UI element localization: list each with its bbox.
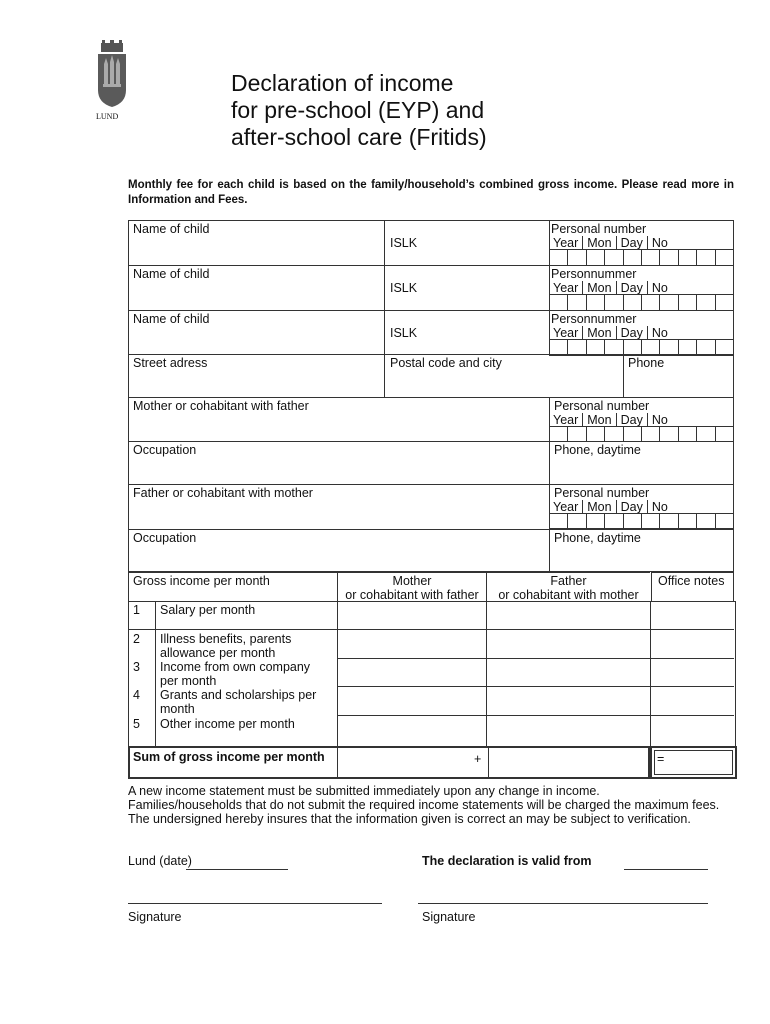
income-row-3-num: 3 [133, 660, 140, 674]
income-row-3-label: Income from own company [160, 660, 311, 674]
note-line-3: The undersigned hereby insures that the information given is correct an may be subject to verification. [128, 812, 691, 826]
father-phone-label: Phone, daytime [554, 531, 641, 545]
phone-label: Phone [628, 356, 665, 370]
income-row-4-label: Grants and scholarships per [160, 688, 317, 702]
note-line-1: A new income statement must be submitted immediately upon any change in income. [128, 784, 600, 798]
date-line[interactable] [186, 869, 288, 870]
child-3-islk-label: ISLK [390, 326, 418, 340]
sum-plus: + [474, 752, 482, 766]
child-2-pn-label: Personnummer [551, 267, 637, 281]
father-pn-boxes[interactable] [549, 513, 734, 529]
child-1-pn-boxes[interactable] [549, 249, 734, 266]
mother-phone-label: Phone, daytime [554, 443, 641, 457]
sum-equals: = [657, 752, 665, 766]
income-row-4-num: 4 [133, 688, 140, 702]
valid-from-label: The declaration is valid from [422, 854, 592, 868]
child-1-name-label: Name of child [133, 222, 210, 236]
child-2-islk-label: ISLK [390, 281, 418, 295]
child-2-pn-boxes[interactable] [549, 294, 734, 311]
income-row-1-label: Salary per month [160, 603, 256, 617]
street-address-label: Street adress [133, 356, 208, 370]
title-line-3: after-school care (Fritids) [231, 124, 487, 150]
col-office-notes: Office notes [658, 574, 725, 588]
col-mother-line-1: Mother [392, 574, 432, 588]
mother-pn-label: Personal number [554, 399, 650, 413]
income-row-2-label: Illness benefits, parents [160, 632, 292, 646]
income-row-1-num: 1 [133, 603, 140, 617]
income-row-5-num: 5 [133, 717, 140, 731]
income-row-4-label-cont: month [160, 702, 195, 716]
child-2-pn-columns: Year Mon Day No [549, 281, 672, 295]
col-father-line-2: or cohabitant with mother [498, 588, 639, 602]
income-row-2-label-cont: allowance per month [160, 646, 276, 660]
mother-occupation-label: Occupation [133, 443, 197, 457]
income-row-2-num: 2 [133, 632, 140, 646]
title-line-1: Declaration of income [231, 70, 454, 96]
page-title [231, 70, 487, 151]
note-line-2: Families/households that do not submit the required income statements will be charged the maximum fees. [128, 798, 720, 812]
child-2-name-label: Name of child [133, 267, 210, 281]
notes [128, 784, 728, 826]
signature-right-label: Signature [422, 910, 476, 924]
child-1-pn-label: Personal number [551, 222, 647, 236]
lund-date-label: Lund (date) [128, 854, 192, 868]
father-pn-label: Personal number [554, 486, 650, 500]
office-notes-column [650, 601, 736, 747]
valid-from-line[interactable] [624, 869, 708, 870]
signature-line-right[interactable] [418, 903, 708, 904]
child-3-pn-columns: Year Mon Day No [549, 326, 672, 340]
sum-label: Sum of gross income per month [133, 750, 325, 764]
child-1-islk-label: ISLK [390, 236, 418, 250]
signature-left-label: Signature [128, 910, 182, 924]
father-occupation-label: Occupation [133, 531, 197, 545]
income-row-3-label-cont: per month [160, 674, 217, 688]
lund-logo-text: LUND [96, 112, 119, 121]
intro-text: Monthly fee for each child is based on the family/household’s combined gross income. Please read more in Information and Fees. [128, 179, 734, 206]
mother-pn-boxes[interactable] [549, 426, 734, 442]
col-mother-line-2: or cohabitant with father [345, 588, 479, 602]
child-3-pn-label: Personnummer [551, 312, 637, 326]
mother-pn-columns: Year Mon Day No [549, 413, 672, 427]
postal-code-label: Postal code and city [390, 356, 502, 370]
child-1-pn-columns: Year Mon Day No [549, 236, 672, 250]
child-3-name-label: Name of child [133, 312, 210, 326]
title-line-2: for pre-school (EYP) and [231, 97, 485, 123]
col-father-line-1: Father [550, 574, 587, 588]
income-row-5-label: Other income per month [160, 717, 295, 731]
father-pn-columns: Year Mon Day No [549, 500, 672, 514]
father-label: Father or cohabitant with mother [133, 486, 313, 500]
income-header: Gross income per month [133, 574, 270, 588]
signature-line-left[interactable] [128, 903, 382, 904]
mother-label: Mother or cohabitant with father [133, 399, 309, 413]
